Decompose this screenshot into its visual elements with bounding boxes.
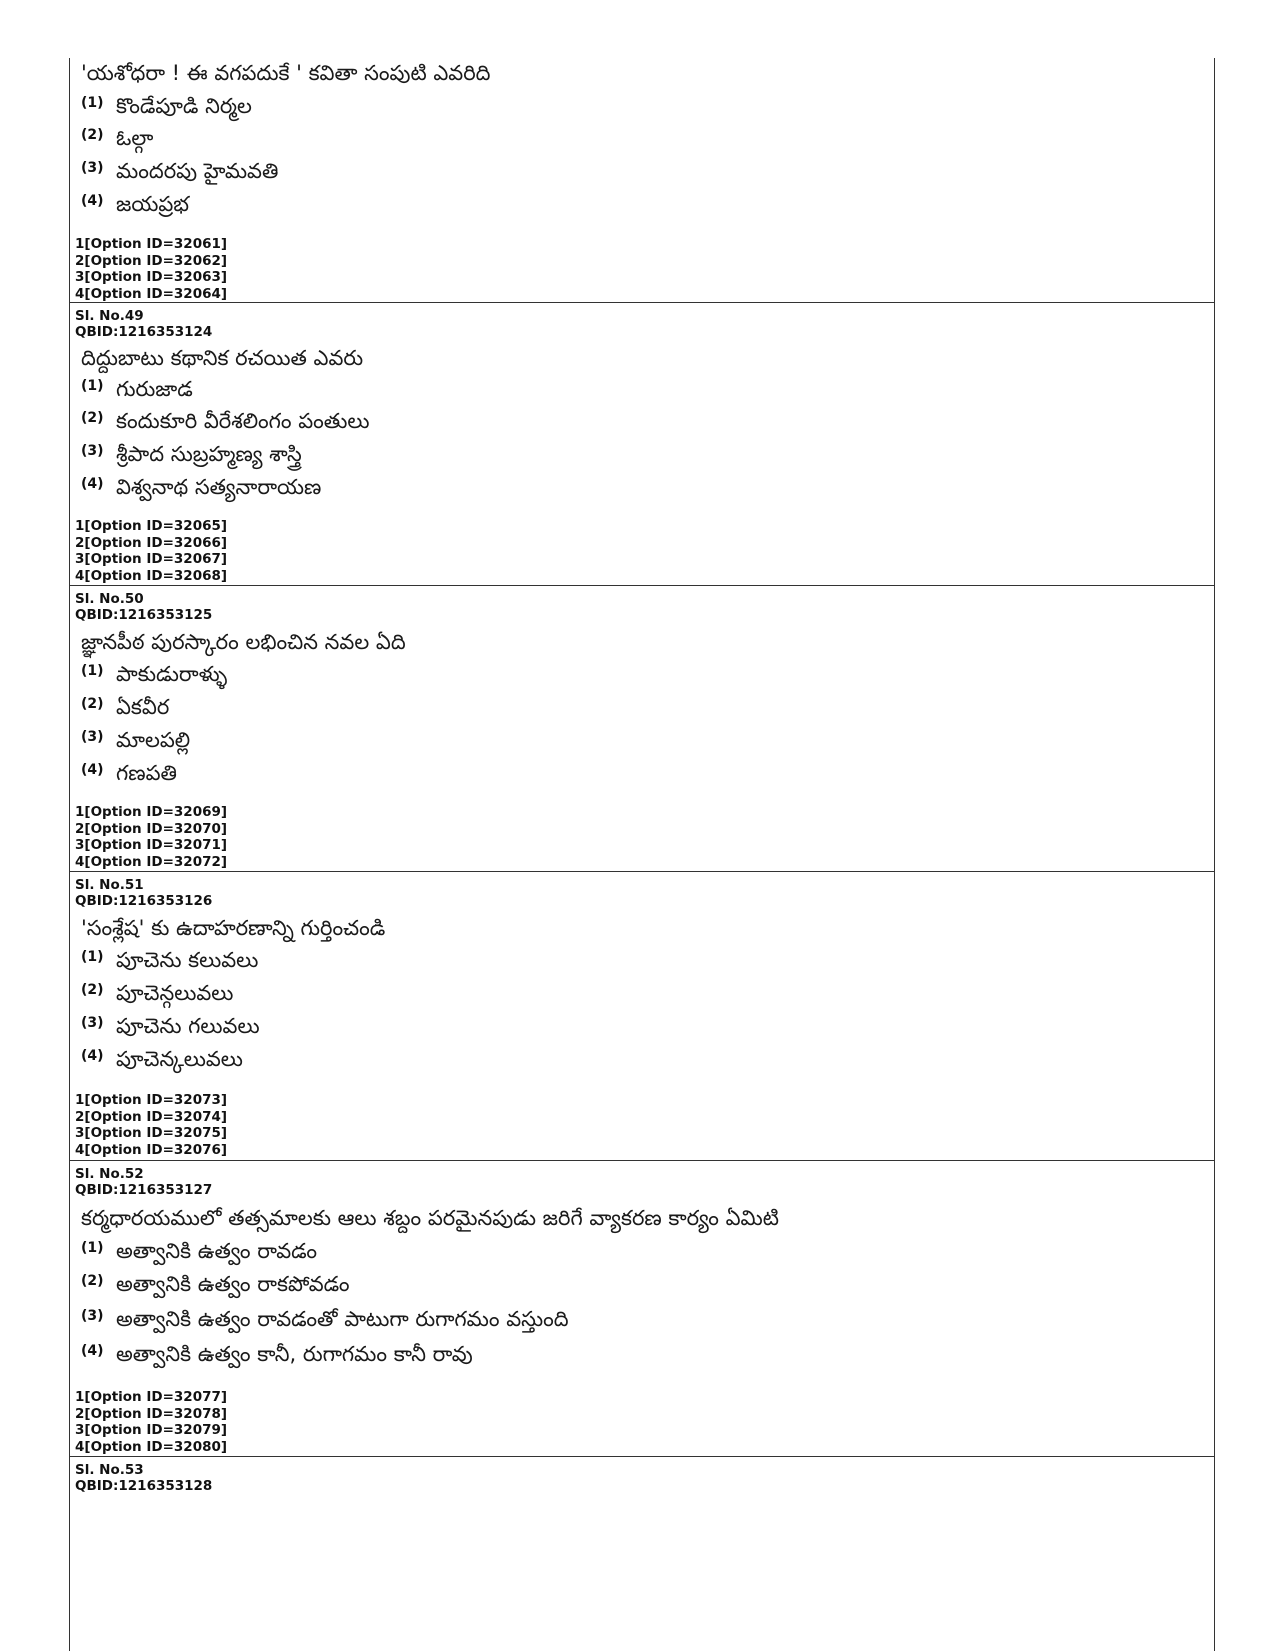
divider: [70, 1456, 1214, 1457]
serial-number: Sl. No.52: [75, 1166, 144, 1182]
option-number: (1): [81, 378, 104, 394]
option-text: గణపతి: [116, 761, 177, 785]
option-number: (3): [81, 160, 104, 176]
option-text: ఏకవీర: [116, 695, 170, 719]
option-number: (4): [81, 1343, 104, 1359]
qbid: QBID:1216353128: [75, 1478, 213, 1494]
option-number: (2): [81, 1273, 104, 1289]
option-text: పూచెను గలువలు: [116, 1014, 260, 1038]
option-text: మందరపు హైమవతి: [116, 159, 279, 183]
option-text: కందుకూరి వీరేశలింగం పంతులు: [116, 409, 370, 433]
divider: [70, 1160, 1214, 1161]
option-text: ఓల్గా: [116, 126, 154, 150]
option-id: 4[Option ID=32076]: [75, 1141, 228, 1158]
serial-number: Sl. No.51: [75, 877, 144, 893]
option-id: 1[Option ID=32061]: [75, 236, 228, 252]
option-text: అత్వానికి ఉత్వం రాకపోవడం: [116, 1272, 350, 1296]
option-number: (3): [81, 443, 104, 459]
option-number: (3): [81, 1308, 104, 1324]
divider: [70, 585, 1214, 586]
option-id: 4[Option ID=32080]: [75, 1438, 228, 1455]
option-id: 3[Option ID=32071]: [75, 837, 228, 853]
option-id: 3[Option ID=32079]: [75, 1422, 228, 1438]
option-id: 3[Option ID=32067]: [75, 551, 228, 567]
qbid: QBID:1216353125: [75, 607, 213, 623]
option-number: (1): [81, 95, 104, 111]
option-text: అత్వానికి ఉత్వం రావడం: [116, 1239, 318, 1263]
option-id-list: [75, 804, 227, 870]
option-number: (4): [81, 476, 104, 492]
option-number: (2): [81, 696, 104, 712]
option-number: (3): [81, 729, 104, 745]
option-id: 1[Option ID=32077]: [75, 1389, 228, 1405]
option-id: 2[Option ID=32062]: [75, 252, 228, 269]
option-number: (2): [81, 127, 104, 143]
option-number: (1): [81, 663, 104, 679]
question-paper-page: [69, 58, 1215, 1651]
option-id: 3[Option ID=32075]: [75, 1125, 228, 1141]
qbid: QBID:1216353126: [75, 893, 213, 909]
option-number: (2): [81, 410, 104, 426]
qbid: QBID:1216353127: [75, 1182, 213, 1198]
serial-number: Sl. No.53: [75, 1462, 144, 1478]
option-id-list: [75, 236, 227, 302]
option-text: గురుజాడ: [116, 377, 193, 401]
option-id: 4[Option ID=32072]: [75, 853, 228, 870]
option-number: (3): [81, 1015, 104, 1031]
option-number: (4): [81, 193, 104, 209]
option-id: 2[Option ID=32074]: [75, 1108, 228, 1125]
question-text: కర్మధారయములో తత్సమాలకు ఆలు శబ్దం పరమైనపుడు జరిగే వ్యాకరణ కార్యం ఏమిటి: [81, 1206, 779, 1230]
option-text: విశ్వనాథ సత్యనారాయణ: [116, 475, 322, 499]
option-text: పూచెన్కలువలు: [116, 1047, 243, 1071]
option-id: 4[Option ID=32064]: [75, 285, 228, 302]
option-number: (1): [81, 1240, 104, 1256]
option-number: (4): [81, 762, 104, 778]
qbid: QBID:1216353124: [75, 324, 213, 340]
option-text: మాలపల్లి: [116, 728, 191, 752]
question-text: 'యశోధరా ! ఈ వగపదుకే ' కవితా సంపుటి ఎవరిది: [81, 61, 491, 85]
serial-number: Sl. No.50: [75, 591, 144, 607]
question-text: దిద్దుబాటు కథానిక రచయిత ఎవరు: [81, 346, 364, 370]
option-number: (4): [81, 1048, 104, 1064]
option-text: శ్రీపాద సుబ్రహ్మణ్య శాస్త్రి: [116, 442, 302, 466]
option-id: 1[Option ID=32069]: [75, 804, 228, 820]
option-id: 2[Option ID=32078]: [75, 1405, 228, 1422]
option-number: (1): [81, 949, 104, 965]
divider: [70, 302, 1214, 303]
option-number: (2): [81, 982, 104, 998]
option-text: పూచెను కలువలు: [116, 948, 259, 972]
option-id: 3[Option ID=32063]: [75, 269, 228, 285]
option-text: అత్వానికి ఉత్వం రావడంతో పాటుగా రుగాగమం వస్తుంది: [116, 1307, 569, 1331]
option-text: జయప్రభ: [116, 192, 190, 216]
question-text: 'సంశ్లేష' కు ఉదాహరణాన్ని గుర్తించండి: [81, 916, 386, 940]
serial-number: Sl. No.49: [75, 308, 144, 324]
option-text: అత్వానికి ఉత్వం కానీ, రుగాగమం కానీ రావు: [116, 1342, 473, 1366]
option-id: 4[Option ID=32068]: [75, 567, 228, 584]
option-text: పూచెన్గలువలు: [116, 981, 234, 1005]
option-id-list: [75, 1092, 227, 1158]
option-id: 1[Option ID=32073]: [75, 1092, 228, 1108]
option-text: కొండేపూడి నిర్మల: [116, 94, 252, 118]
question-text: జ్ఞానపీఠ పురస్కారం లభించిన నవల ఏది: [81, 630, 406, 654]
option-text: పాకుడురాళ్ళు: [116, 662, 228, 686]
option-id: 2[Option ID=32070]: [75, 820, 228, 837]
option-id-list: [75, 518, 227, 584]
option-id: 1[Option ID=32065]: [75, 518, 228, 534]
option-id-list: [75, 1389, 227, 1455]
option-id: 2[Option ID=32066]: [75, 534, 228, 551]
divider: [70, 871, 1214, 872]
